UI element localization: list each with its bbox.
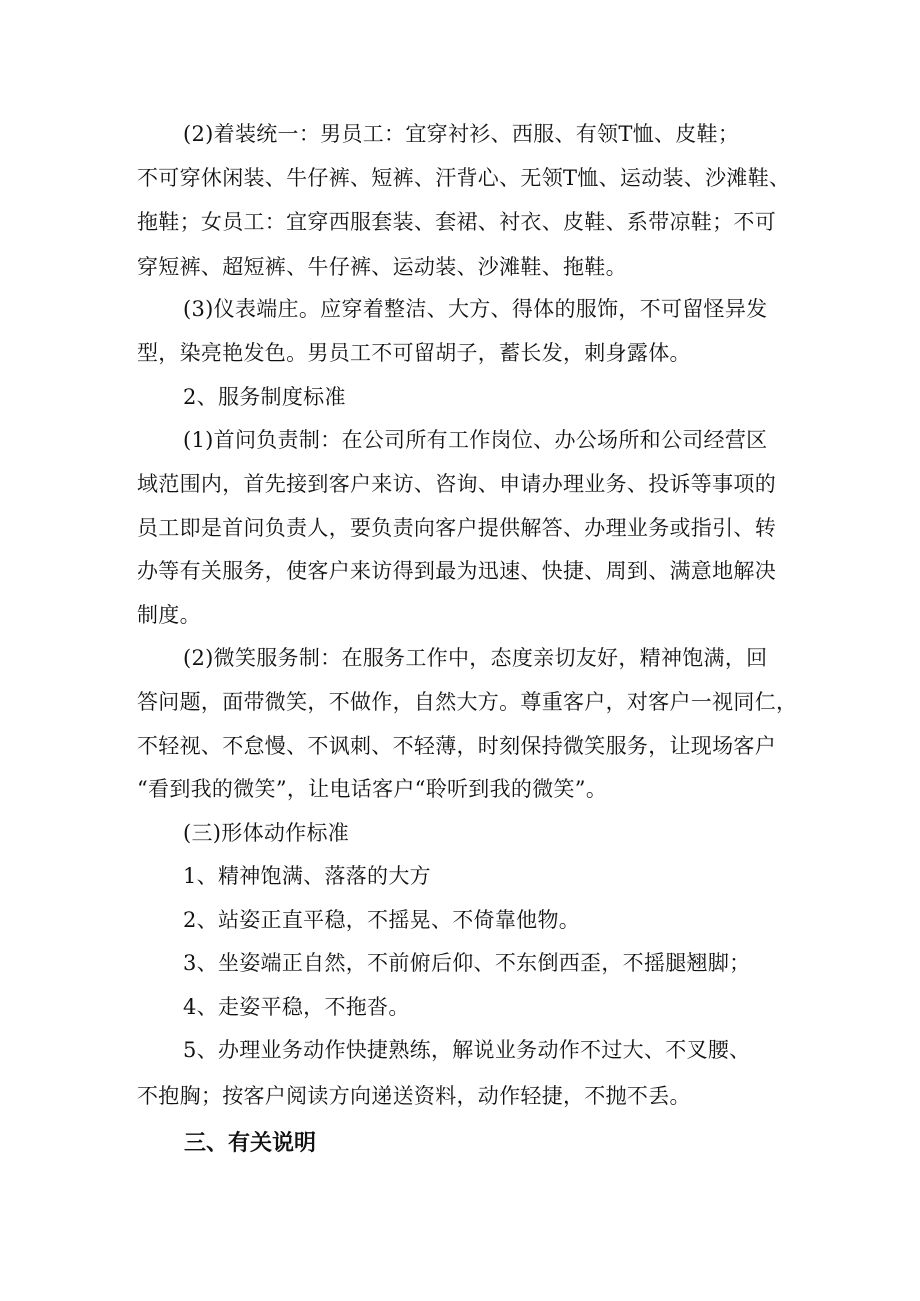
paragraph-line: 答问题，面带微笑，不做作，自然大方。尊重客户，对客户一视同仁，: [137, 690, 798, 714]
paragraph-line: 拖鞋；女员工：宜穿西服套装、套裙、衬衣、皮鞋、系带凉鞋；不可: [137, 210, 776, 234]
section-subheading: (三)形体动作标准: [183, 821, 350, 845]
list-item: 1、精神饱满、落落的大方: [183, 864, 431, 888]
list-item: 3、坐姿端正自然，不前俯后仰、不东倒西歪，不摇腿翘脚；: [183, 951, 751, 975]
list-item: 不抱胸；按客户阅读方向递送资料，动作轻捷，不抛不丢。: [137, 1084, 691, 1108]
paragraph-line: (1)首问负责制：在公司所有工作岗位、办公场所和公司经营区: [183, 428, 768, 452]
paragraph-line: 制度。: [137, 603, 201, 627]
list-item: 2、站姿正直平稳，不摇晃、不倚靠他物。: [183, 908, 581, 932]
section-heading: 三、有关说明: [184, 1131, 317, 1156]
paragraph-line: 型，染亮艳发色。男员工不可留胡子，蓄长发，刺身露体。: [137, 341, 691, 365]
paragraph-line: 不轻视、不怠慢、不讽刺、不轻薄，时刻保持微笑服务，让现场客户: [137, 734, 776, 758]
paragraph-line: 域范围内，首先接到客户来访、咨询、申请办理业务、投诉等事项的: [137, 472, 776, 496]
paragraph-line: (2)着装统一：男员工：宜穿衬衫、西服、有领T恤、皮鞋；: [183, 122, 740, 146]
paragraph-line: (2)微笑服务制：在服务工作中，态度亲切友好，精神饱满，回: [183, 646, 768, 670]
paragraph-line: 员工即是首问负责人，要负责向客户提供解答、办理业务或指引、转: [137, 516, 776, 540]
paragraph-line: (3)仪表端庄。应穿着整洁、大方、得体的服饰，不可留怪异发: [183, 297, 768, 321]
paragraph-line: “看到我的微笑”，让电话客户“聆听到我的微笑”。: [137, 777, 608, 801]
list-item: 4、走姿平稳，不拖沓。: [183, 995, 410, 1019]
paragraph-line: 穿短裤、超短裤、牛仔裤、运动装、沙滩鞋、拖鞋。: [137, 255, 627, 279]
list-item: 5、办理业务动作快捷熟练，解说业务动作不过大、不叉腰、: [183, 1038, 751, 1062]
paragraph-line: 办等有关服务，使客户来访得到最为迅速、快捷、周到、满意地解决: [137, 559, 776, 583]
section-subheading: 2、服务制度标准: [183, 385, 346, 409]
paragraph-line: 不可穿休闲装、牛仔裤、短裤、汗背心、无领T恤、运动装、沙滩鞋、: [137, 166, 791, 190]
